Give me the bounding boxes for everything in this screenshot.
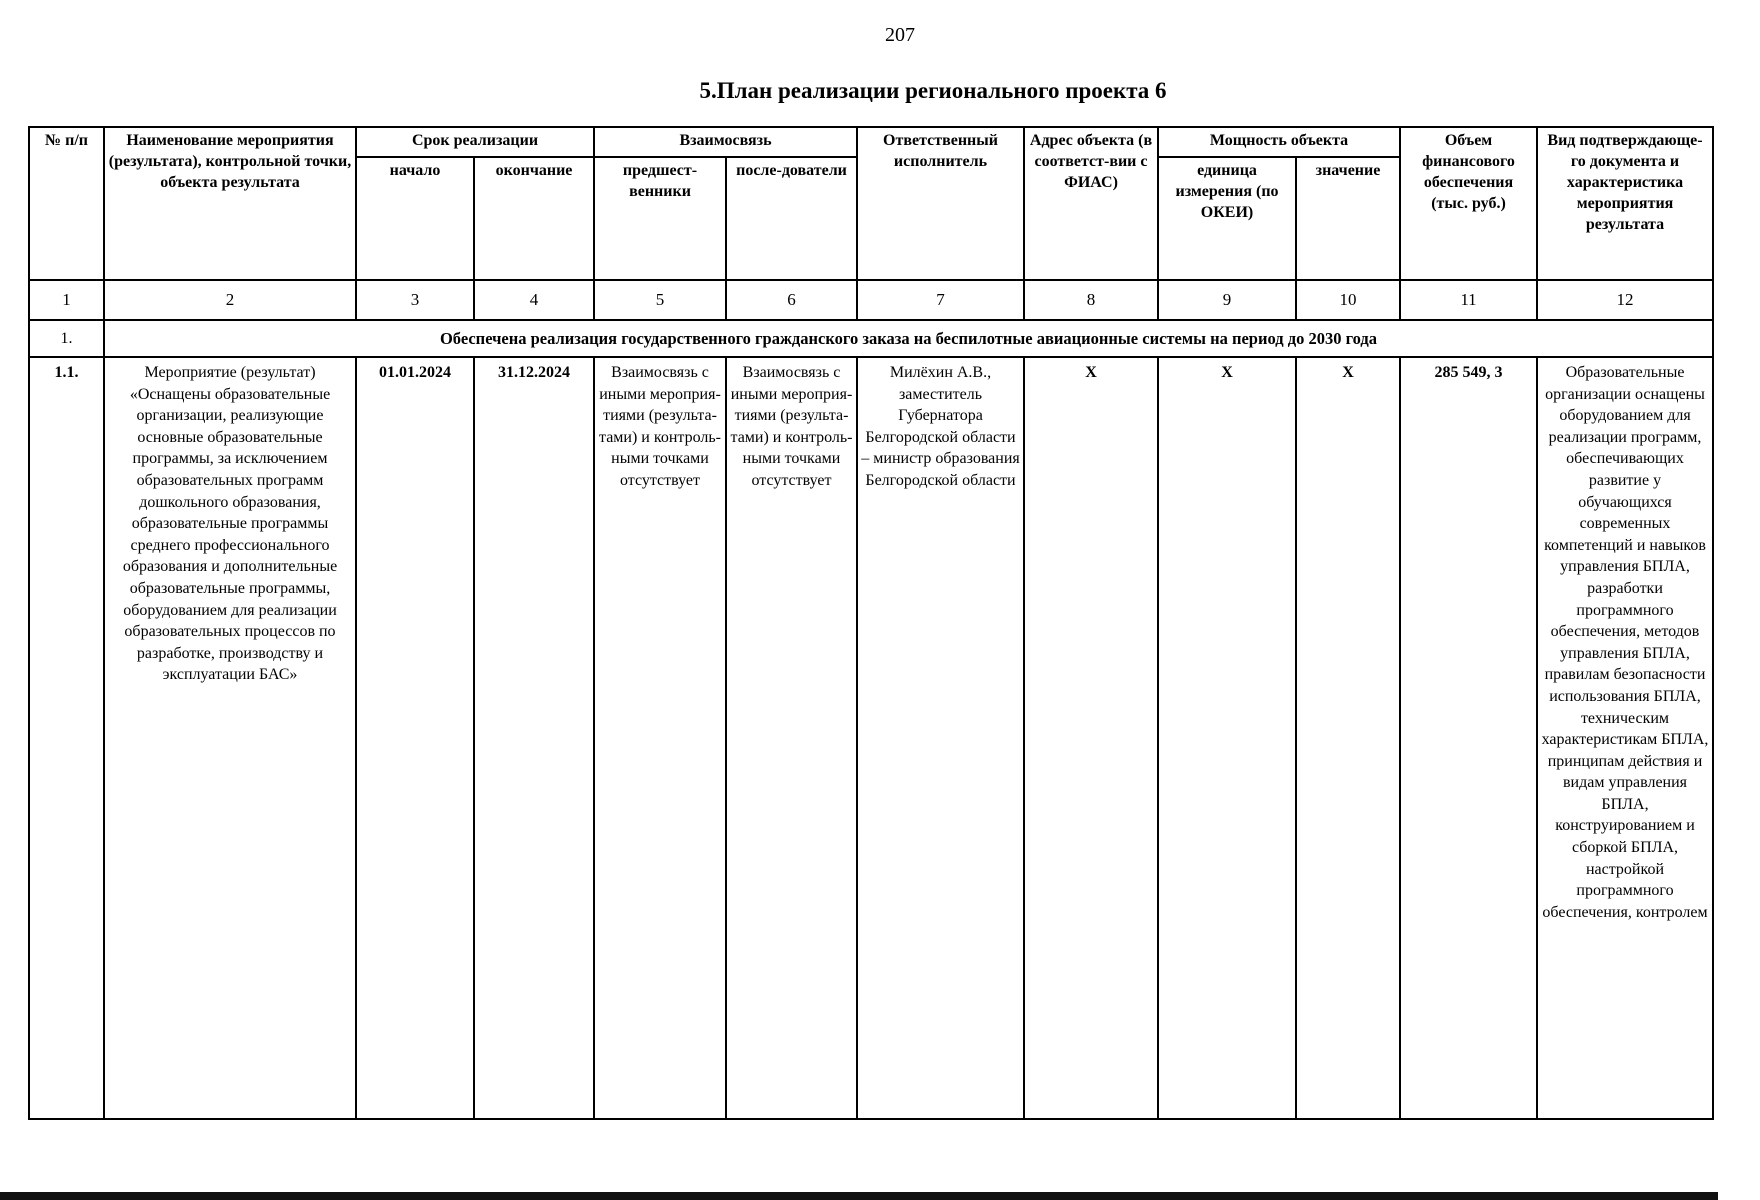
column-number: 11 [1400,280,1537,320]
row-successors: Взаимосвязь с иными мероприя-тиями (результа-тами) и контроль-ными точками отсутствует [726,357,857,1119]
row-finance: 285 549, 3 [1400,357,1537,1119]
header-row-1 [29,127,1713,157]
header-finance: Объем финансового обеспечения (тыс. руб.) [1400,127,1537,280]
row-unit: X [1158,357,1296,1119]
header-link-prev: предшест-венники [594,157,726,280]
row-predecessors: Взаимосвязь с иными мероприя-тиями (результа-тами) и контроль-ными точками отсутствует [594,357,726,1119]
section-title: Обеспечена реализация государственного гражданского заказа на беспилотные авиационные системы на период до 2030 года [104,320,1713,357]
row-number: 1.1. [29,357,104,1119]
column-number: 6 [726,280,857,320]
column-number: 8 [1024,280,1158,320]
column-numbers-row [29,280,1713,320]
table-row [29,357,1713,1119]
header-term-group: Срок реализации [356,127,594,157]
column-number: 12 [1537,280,1713,320]
header-name: Наименование мероприятия (результата), контрольной точки, объекта результата [104,127,356,280]
row-name: Мероприятие (результат) «Оснащены образовательные организации, реализующие основные образовательные программы, за исключением образовательных программ дошкольного образования, образовательные программы среднего профессионального образования и дополнительные образовательные программы, оборудованием для реализации образовательных процессов по разработке, производству и эксплуатации БАС» [104,357,356,1119]
page-number: 207 [885,24,915,46]
row-start-date: 01.01.2024 [356,357,474,1119]
column-number: 3 [356,280,474,320]
column-number: 9 [1158,280,1296,320]
row-value: X [1296,357,1400,1119]
header-term-start: начало [356,157,474,280]
column-number: 7 [857,280,1024,320]
header-doc-type: Вид подтверждающе-го документа и характеристика мероприятия результата [1537,127,1713,280]
column-number: 1 [29,280,104,320]
header-power-group: Мощность объекта [1158,127,1400,157]
row-document: Образовательные организации оснащены оборудованием для реализации программ, обеспечивающих развитие у обучающихся современных компетенций и навыков управления БПЛА, разработки программного обеспечения, методов управления БПЛА, правилам безопасности использования БПЛА, техническим характеристикам БПЛА, принципам действия и видам управления БПЛА, конструированием и сборкой БПЛА, настройкой программного обеспечения, контролем [1537,357,1713,1119]
section-number: 1. [29,320,104,357]
document-title: 5.План реализации регионального проекта 6 [699,78,1167,103]
header-link-next: после-дователи [726,157,857,280]
row-address: X [1024,357,1158,1119]
scan-edge-bar [0,1192,1718,1200]
column-number: 4 [474,280,594,320]
header-link-group: Взаимосвязь [594,127,857,157]
header-responsible: Ответственный исполнитель [857,127,1024,280]
header-address: Адрес объекта (в соответст-вии с ФИАС) [1024,127,1158,280]
header-term-end: окончание [474,157,594,280]
column-number: 2 [104,280,356,320]
plan-table [28,126,1714,1120]
section-row [29,320,1713,357]
column-number: 5 [594,280,726,320]
header-num: № п/п [29,127,104,280]
column-number: 10 [1296,280,1400,320]
row-end-date: 31.12.2024 [474,357,594,1119]
row-responsible: Милёхин А.В., заместитель Губернатора Белгородской области – министр образования Белгородской области [857,357,1024,1119]
header-power-unit: единица измерения (по ОКЕИ) [1158,157,1296,280]
header-power-value: значение [1296,157,1400,280]
